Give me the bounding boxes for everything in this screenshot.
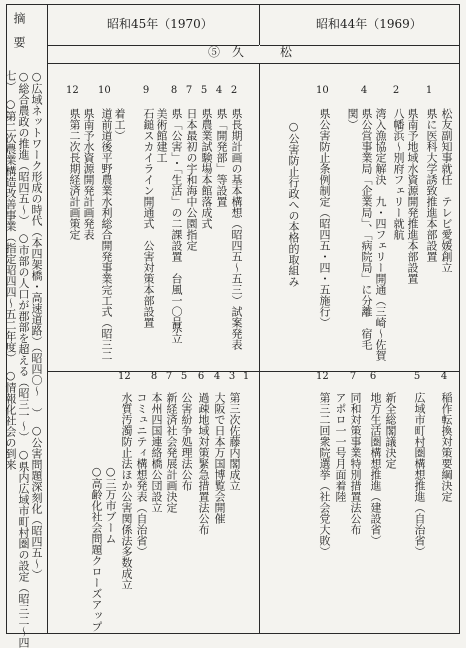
- event-entry: 稲作転換対策要綱決定: [440, 392, 453, 502]
- month-number: 9: [142, 85, 150, 96]
- event-entry: 県農業試験場本館落成式: [200, 108, 213, 229]
- summary-item: ○総合農政の推進（昭四五～） ○市部の人口が郡部を超える（昭三一～） ○県内広域市町村圏の設定（昭三二～四: [17, 70, 30, 648]
- month-number: 5: [180, 371, 188, 382]
- month-number: 2: [230, 85, 238, 96]
- year-1970-label: 昭和45年（1970）: [107, 17, 213, 31]
- event-entry: ○公害防止行政への本格的取組み: [287, 120, 300, 287]
- event-entry: 県「開発部」等設置: [215, 108, 228, 207]
- event-entry: 県に医科大学誘致推進本部設置: [425, 108, 438, 262]
- month-number: 12: [66, 85, 79, 96]
- month-number: 7: [185, 85, 193, 96]
- month-number: 8: [170, 85, 178, 96]
- year-column-divider: [259, 5, 260, 633]
- event-entry: 美術館建工: [155, 108, 168, 163]
- event-entry: 県公営事業局「企業局」、「病院局」に分離 宿毛: [360, 108, 373, 350]
- event-entry: 松友副知事就任 テレビ愛媛創立: [440, 108, 453, 273]
- event-entry: 県長期計画の基本構想（昭四五～五三）試案発表: [230, 108, 243, 350]
- middle-divider: [47, 371, 459, 372]
- section-title: ⑤ 久 松: [208, 45, 293, 59]
- event-entry: ○高齢化社会問題クローズアップ: [90, 465, 103, 632]
- event-entry: 第三次佐藤内閣成立: [228, 392, 241, 491]
- month-number: 4: [360, 85, 368, 96]
- event-entry: 本州四国連絡橋公団設立: [150, 392, 163, 513]
- month-number: 6: [197, 371, 205, 382]
- event-entry: 地方生活圏構想推進（建設省）: [369, 392, 382, 546]
- summary-label: 摘 要: [12, 12, 26, 48]
- event-entry: 県南予地域水資源開発推進本部設置: [406, 108, 419, 284]
- month-number: 12: [118, 371, 131, 382]
- event-entry: 道前道後平野農業水利総合開発事業完工式（昭三二: [100, 108, 113, 361]
- event-entry: 水質汚濁防止法ほか公害関係法多数成立: [120, 392, 133, 590]
- event-entry: 県「公害」・「生活」の二課設置 台風一〇号: [170, 108, 183, 328]
- event-entry: 広域市町村圏構想推進（自治省）: [413, 392, 426, 557]
- event-entry: 八幡浜～別府フェリー就航: [392, 108, 405, 240]
- event-entry: 県南予水資源開発計画発表: [82, 108, 95, 240]
- event-entry: 関）: [346, 108, 359, 130]
- event-entry: 新全総閣議決定: [384, 392, 397, 469]
- event-entry: 公害紛争処理法公布: [180, 392, 193, 491]
- event-entry: 過疎地域対策緊急措置法公布: [197, 392, 210, 535]
- event-entry: コミュニティ構想発表（自治省）: [135, 392, 148, 557]
- month-number: 10: [98, 85, 111, 96]
- summary-column-divider: [47, 5, 48, 633]
- event-entry: 大阪で日本万国博覧会開催: [213, 392, 226, 524]
- year-1969-label: 昭和44年（1969）: [316, 17, 422, 31]
- event-entry-continuation: 県立: [170, 322, 183, 344]
- month-number: 4: [440, 371, 448, 382]
- month-number: 8: [150, 371, 158, 382]
- month-number: 1: [425, 85, 433, 96]
- event-entry: 日本最初の宇和海中公園指定: [185, 108, 198, 251]
- section-divider: [47, 63, 459, 64]
- event-entry: 第三二回衆院選挙（社会党大敗）: [318, 392, 331, 557]
- month-number: 4: [215, 85, 223, 96]
- month-number: 7: [165, 371, 173, 382]
- month-number: 12: [316, 371, 329, 382]
- month-number: 7: [349, 371, 357, 382]
- month-number: 2: [392, 85, 400, 96]
- month-number: 6: [369, 371, 377, 382]
- event-entry: 着工）: [113, 108, 126, 141]
- month-number: 5: [413, 371, 421, 382]
- month-number: 3: [228, 371, 236, 382]
- event-entry: ○三万市ブーム: [104, 465, 117, 544]
- month-number: 1: [242, 371, 250, 382]
- event-entry: 県第二次長期経済計画策定: [68, 108, 81, 240]
- summary-item: 七） ○第二次農業構造改善事業（指定昭四四～五二年度） ○情報化社会の到来: [4, 70, 17, 470]
- month-number: 5: [200, 85, 208, 96]
- event-entry: 新経済社会発展計画決定: [165, 392, 178, 513]
- event-entry: 湾入漁協定解決 九・四フェリー開通（三崎～佐賀: [374, 108, 387, 361]
- month-number: 10: [316, 85, 329, 96]
- month-number: 4: [213, 371, 221, 382]
- summary-item: ○広域ネットワーク形成の時代（本四架橋・高速道路）（昭四〇～ ） ○公害問題深刻化（昭四五～）: [30, 70, 43, 580]
- event-entry: 県公害防止条例制定（昭四五・四・五施行）: [318, 108, 331, 328]
- event-entry: 同和対策事業特別措置法公布: [349, 392, 362, 535]
- event-entry: 石鎚スカイライン開通式 公害対策本部設置: [142, 108, 155, 328]
- event-entry: アポロ一一号月面着陸: [334, 392, 347, 502]
